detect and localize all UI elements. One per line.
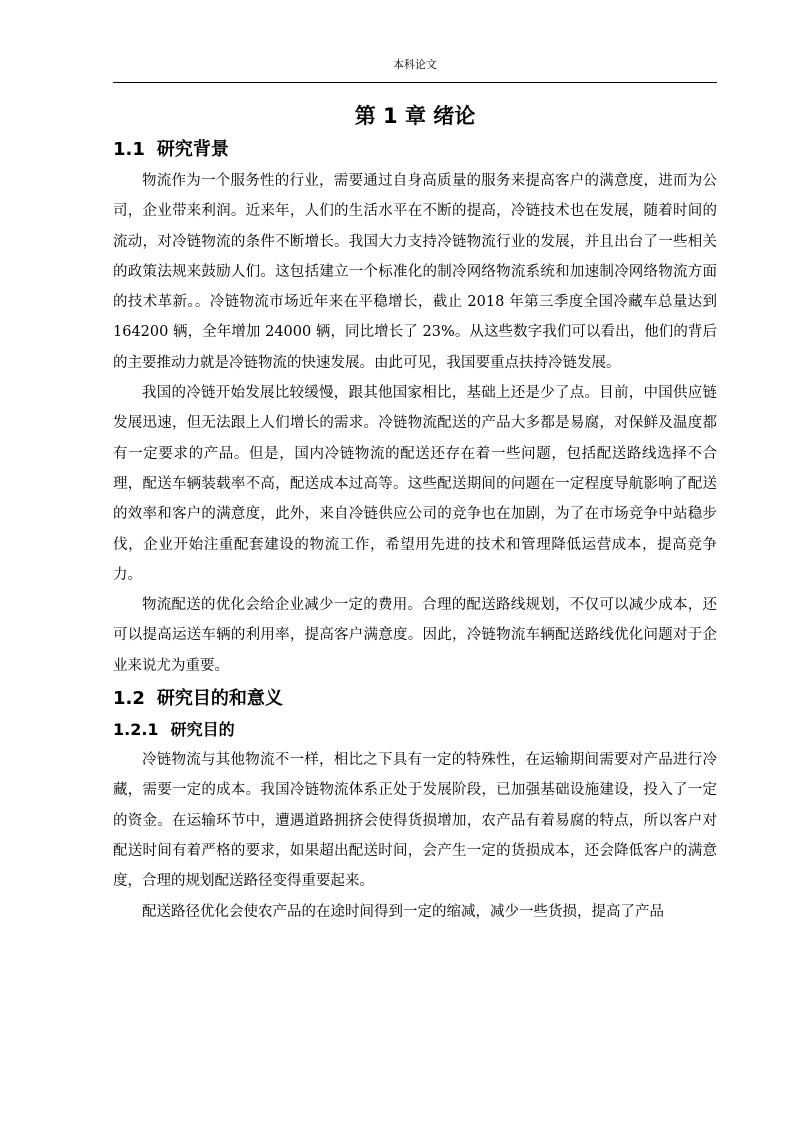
subsection-title: 研究目的 bbox=[170, 720, 235, 740]
chapter-title: 第 1 章 绪论 bbox=[354, 104, 476, 128]
paragraph: 配送路径优化会使农产品的在途时间得到一定的缩减，减少一些货损，提高了产品 bbox=[142, 903, 664, 920]
section-number: 1.1 bbox=[113, 139, 145, 160]
document-body bbox=[113, 96, 717, 927]
paragraph: 物流作为一个服务性的行业，需要通过自身高质量的服务来提高客户的满意度，进而为公司，企业带来利润。近来年，人们的生活水平在不断的提高，冷链技术也在发展，随着时间的流动，对冷链物流的条件不断增长。我国大力支持冷链物流行业的发展，并且出台了一些相关的政策法规来鼓励人们。这包括建立一个标准化的制冷网络物流系统和加速制冷网络物流方面的技术革新。。冷链物流市场近年来在平稳增长，截止 2018 年第三季度全国冷藏车总量达到 164200 辆，全年增加 24000 辆，同比增长了 23%。从这些数字我们可以看出，他们的背后的主要推动力就是冷链物流的快速发展。由此可见，我国要重点扶持冷链发展。 bbox=[113, 173, 717, 371]
section-heading-1-1 bbox=[113, 136, 717, 164]
subsection-heading-1-2-1 bbox=[113, 717, 717, 743]
paragraph: 物流配送的优化会给企业减少一定的费用。合理的配送路线规划，不仅可以减少成本，还可以提高运送车辆的利用率，提高客户满意度。因此，冷链物流车辆配送路线优化问题对于企业来说尤为重要。 bbox=[113, 597, 717, 674]
section-title: 研究背景 bbox=[156, 139, 229, 160]
section-title: 研究目的和意义 bbox=[156, 688, 283, 710]
subsection-number: 1.2.1 bbox=[113, 720, 159, 740]
section-number: 1.2 bbox=[113, 688, 145, 710]
section-heading-1-2 bbox=[113, 685, 717, 713]
paragraph: 冷链物流与其他物流不一样，相比之下具有一定的特殊性，在运输期间需要对产品进行冷藏，需要一定的成本。我国冷链物流体系正处于发展阶段，已加强基础设施建设，投入了一定的资金。在运输环节中，遭遇道路拥挤会使得货损增加，农产品有着易腐的特点，所以客户对配送时间有着严格的要求，如果超出配送时间，会产生一定的货损成本，还会降低客户的满意度，合理的规划配送路径变得重要起来。 bbox=[113, 752, 717, 890]
header-title: 本科论文 bbox=[393, 58, 437, 71]
paragraph: 我国的冷链开始发展比较缓慢，跟其他国家相比，基础上还是少了点。目前，中国供应链发展迅速，但无法跟上人们增长的需求。冷链物流配送的产品大多都是易腐，对保鲜及温度都有一定要求的产品。但是，国内冷链物流的配送还存在着一些问题，包括配送路线选择不合理，配送车辆装载率不高，配送成本过高等。这些配送期间的问题在一定程度导航影响了配送的效率和客户的满意度，此外，来自冷链供应公司的竞争也在加剧，为了在市场竞争中站稳步伐，企业开始注重配套建设的物流工作，希望用先进的技术和管理降低运营成本，提高竞争力。 bbox=[113, 385, 717, 583]
page-header bbox=[113, 0, 717, 83]
